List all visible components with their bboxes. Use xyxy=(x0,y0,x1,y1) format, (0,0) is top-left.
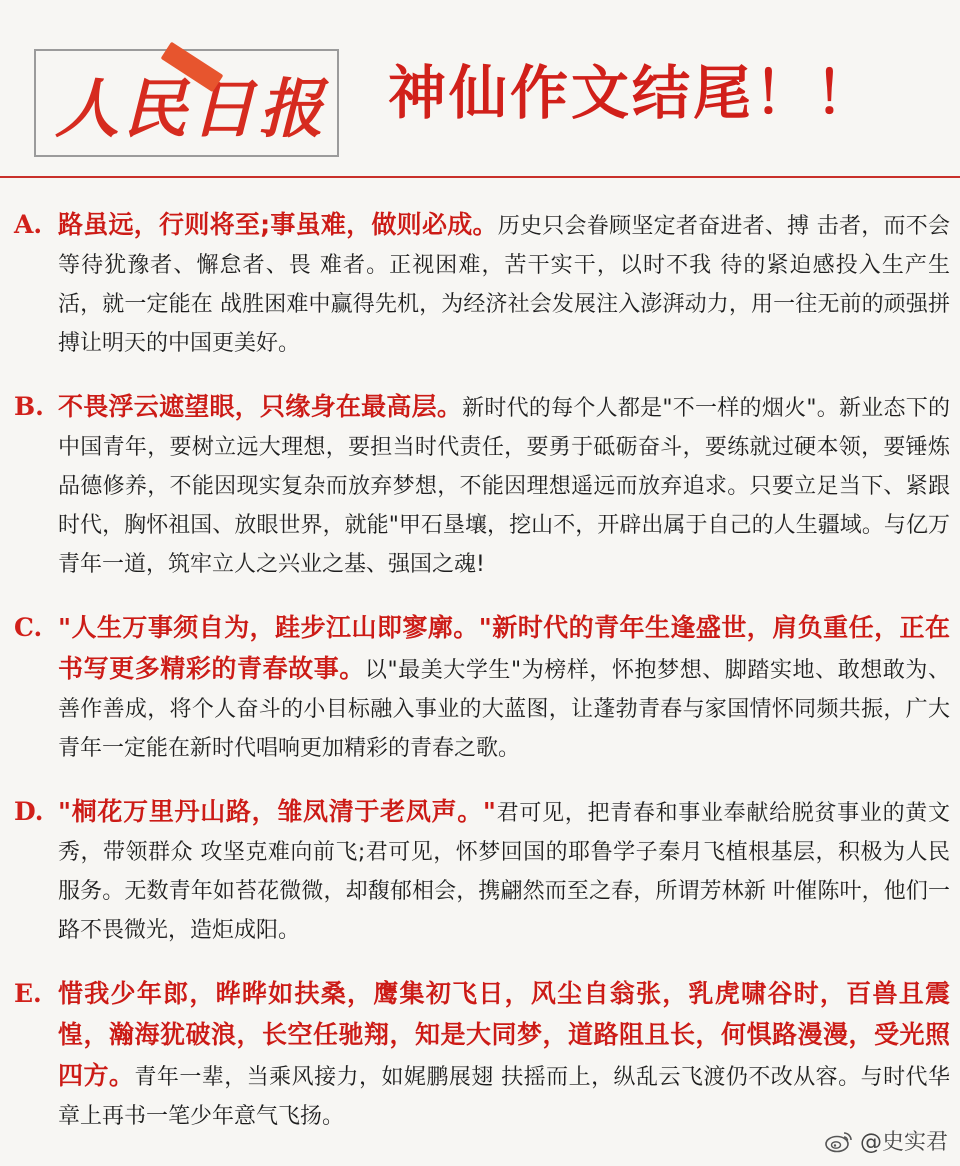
page-title: 神仙作文结尾！！ xyxy=(388,59,877,127)
item-letter: D. xyxy=(14,797,44,826)
item-letter: E. xyxy=(14,979,42,1008)
item-letter: B. xyxy=(14,392,44,421)
item-highlight: "桐花万里丹山路，雏凤清于老凤声。" xyxy=(58,797,496,826)
list-item xyxy=(14,974,950,1136)
item-body xyxy=(14,387,950,584)
item-letter: A. xyxy=(14,210,43,239)
list-item xyxy=(14,205,950,363)
watermark-text: @史实君 xyxy=(859,1130,948,1155)
list-item xyxy=(14,608,950,768)
item-highlight: 不畏浮云遮望眼，只缘身在最高层。 xyxy=(58,392,463,421)
logo-text: 人民日报 xyxy=(55,72,327,147)
header-divider xyxy=(0,176,960,178)
item-letter: C. xyxy=(14,613,43,642)
item-body xyxy=(14,608,950,768)
item-text: 新时代的每个人都是"不一样的烟火"。新业态下的中国青年，要树立远大理想，要担当时代责任，要勇于砥砺奋斗，要练就过硬本领，要锤炼品德修养，不能因现实复杂而放弃梦想，不能因理想遥远而放弃追求。只要立足当下、紧跟时代，胸怀祖国、放眼世界，就能"甲石垦壤，挖山不，开辟出属于自己的人生疆域。与亿万青年一道，筑牢立人之兴业之基、强国之魂! xyxy=(58,396,950,577)
list-item xyxy=(14,792,950,950)
item-text: 以"最美大学生"为榜样，怀抱梦想、脚踏实地、敢想敢为、善作善成，将个人奋斗的小目标融入事业的大蓝图，让蓬勃青春与家国情怀同频共振，广大青年一定能在新时代唱响更加精彩的青春之歌。 xyxy=(58,658,950,761)
item-text: 君可见，把青春和事业奉献给脱贫事业的黄文秀，带领群众 攻坚克难向前飞;君可见，怀梦回国的耶鲁学子秦月飞植根基层，积极为人民服务。无数青年如苔花微微，却馥郁相会，携翩然而至之春，所谓芳林新 叶催陈叶，他们一路不畏微光，造炬成阳。 xyxy=(58,801,950,943)
item-text: 青年一辈，当乘风接力，如娓鹏展翅 扶摇而上，纵乱云飞渡仍不改从容。与时代华章上再书一笔少年意气飞扬。 xyxy=(58,1065,950,1129)
list-item xyxy=(14,387,950,584)
item-body xyxy=(14,792,950,950)
page-header xyxy=(0,0,960,176)
item-text: 历史只会眷顾坚定者奋进者、搏 击者，而不会等待犹豫者、懈怠者、畏 难者。正视困难，苦干实干，以时不我 待的紧迫感投入生产生活，就一定能在 战胜困难中赢得先机，为经济社会发展注入澎湃动力，用一往无前的顽强拼搏让明天的中国更美好。 xyxy=(58,214,951,356)
watermark xyxy=(824,1125,948,1156)
item-body xyxy=(14,205,950,363)
item-body xyxy=(14,974,950,1136)
weibo-icon xyxy=(824,1129,854,1153)
essay-endings-list xyxy=(0,205,960,1136)
item-highlight: 惜我少年郎，晔晔如扶桑，鹰集初飞日，风尘自翁张，乳虎啸谷时，百兽且震惶，瀚海犹破浪，长空任驰翔，知是大同梦，道路阻且长，何惧路漫漫，受光照四方。 xyxy=(58,979,950,1090)
item-highlight: "人生万事须自为，跬步江山即寥廓。"新时代的青年生逢盛世，肩负重任，正在书写更多精彩的青春故事。 xyxy=(58,613,950,683)
item-highlight: 路虽远，行则将至;事虽难，做则必成。 xyxy=(58,210,498,239)
